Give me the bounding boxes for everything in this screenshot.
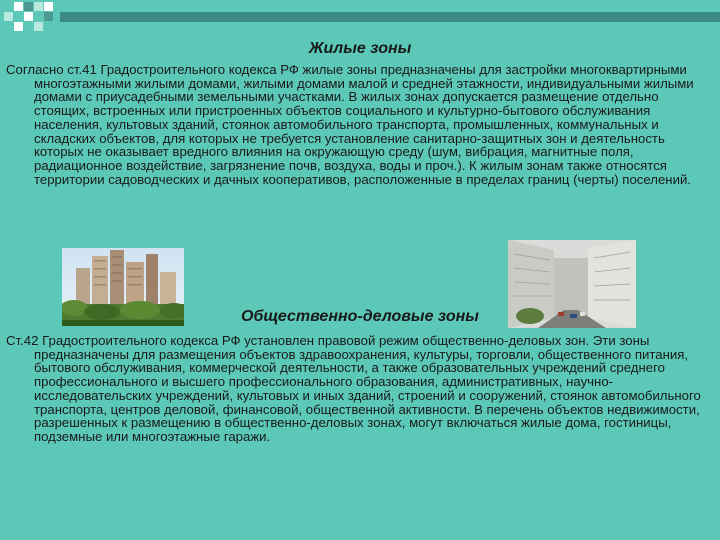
deco-square — [4, 12, 13, 21]
section-title-business: Общественно-деловые зоны — [241, 308, 479, 325]
deco-square — [44, 12, 53, 21]
section-text-residential: Согласно ст.41 Градостроительного кодекса РФ жилые зоны предназначены для застройки многоквартирными многоэтажными жилыми домами, жилыми домами малой и средней этажности, индивидуальными жилыми домами с приусадебными земельными участками. В жилых зонах допускается размещение отдельно стоящих, встроенных или пристроенных объектов социального и культурно-бытового обслуживания населения, культовых зданий, стоянок автомобильного транспорта, промышленных, коммунальных и складских объектов, для которых не требуется установление санитарно-защитных зон и деятельность которых не оказывает вредного влияния на окружающую среду (шум, вибрация, магнитные поля, радиационное воздействие, загрязнение почв, воздуха, воды и проч.). К жилым зонам также относятся территории садоводческих и дачных кооперативов, расположенные в пределах границ (черты) поселений. — [6, 62, 694, 187]
section-text-business: Ст.42 Градостроительного кодекса РФ установлен правовой режим общественно-деловых зон. Эти зоны предназначены для размещения объектов здравоохранения, культуры, торговли, общественного питания, бытового обслуживания, коммерческой деятельности, а также образовательных учреждений среднего профессионального и высшего профессионального образования, административных, научно-исследовательских учреждений, культовых и иных зданий, строений и сооружений, стоянок автомобильного транспорта, центров деловой, финансовой, общественной активности. В перечень объектов недвижимости, разрешенных к размещению в общественно-деловых зонах, могут включаться жилые дома, гостиницы, подземные или многоэтажные гаражи. — [6, 333, 701, 444]
section-title-residential: Жилые зоны — [308, 40, 412, 57]
decorative-bar — [60, 12, 720, 22]
decorative-header — [0, 0, 720, 36]
deco-square — [24, 12, 33, 21]
deco-square — [24, 2, 33, 11]
deco-square — [44, 2, 53, 11]
deco-square — [34, 2, 43, 11]
deco-square — [34, 22, 43, 31]
deco-square — [14, 2, 23, 11]
deco-square — [14, 22, 23, 31]
